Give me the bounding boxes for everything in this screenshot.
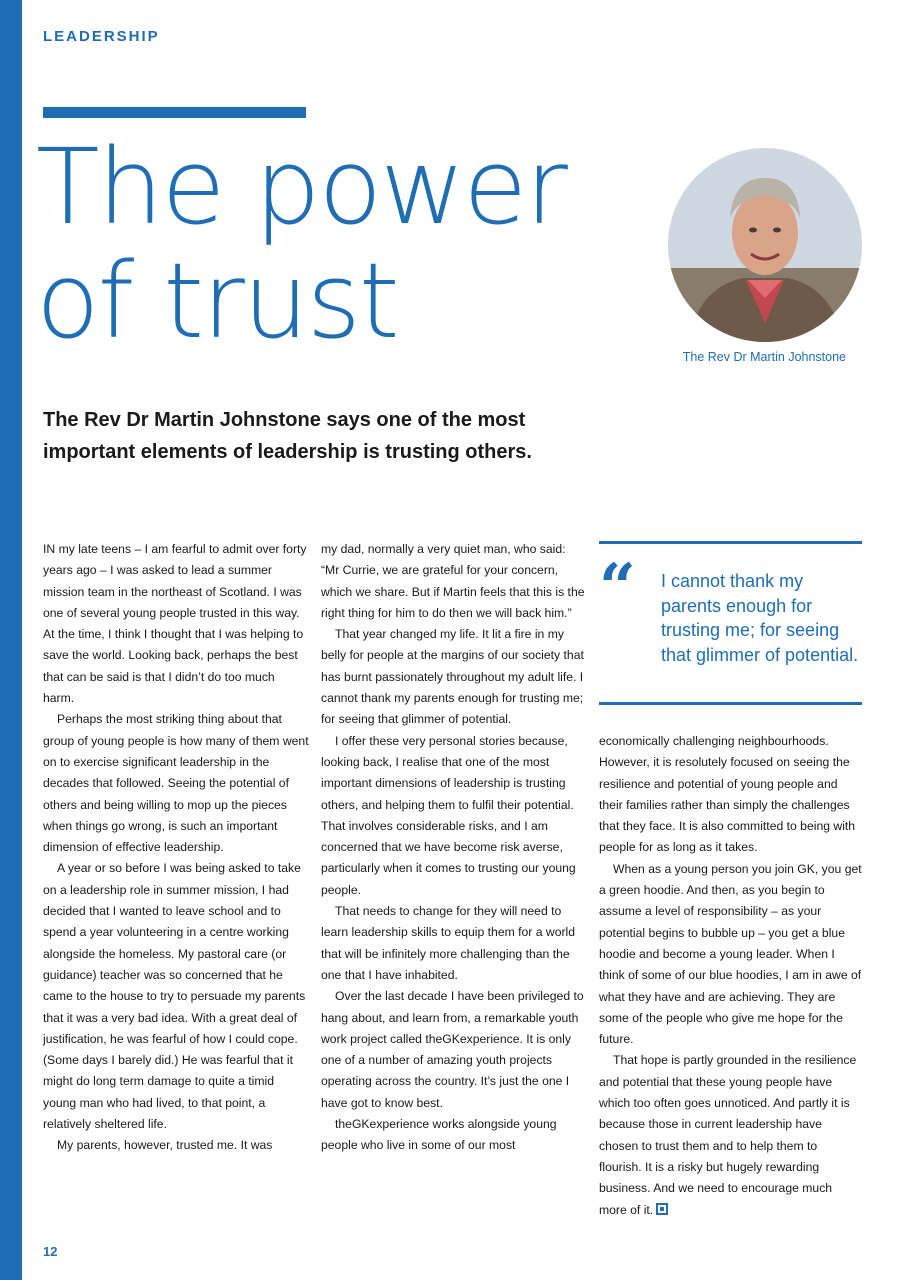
- paragraph: My parents, however, trusted me. It was: [57, 1138, 273, 1153]
- paragraph-text: That hope is partly grounded in the resilience and potential that these young people have which too often goes unnoticed. And partly it is because those in current leadership have chosen to trust them and to help them to flourish. It is a risky but hugely rewarding business. And we need to encourage much more of it.: [599, 1053, 857, 1217]
- paragraph: theGKexperience works alongside young people who live in some of our most: [321, 1117, 557, 1153]
- paragraph: [599, 1050, 863, 1220]
- quote-mark-icon: “: [599, 550, 636, 625]
- pull-quote: [599, 541, 862, 705]
- portrait-photo-icon: [668, 148, 862, 342]
- portrait-caption: The Rev Dr Martin Johnstone: [682, 350, 846, 364]
- paragraph: A year or so before I was being asked to take on a leadership role in summer mission, I had decided that I wanted to leave school and to spend a year volunteering in a centre working alongside the homeless. My pastoral care (or guidance) teacher was so concerned that he came to the house to try to persuade my parents that it was a very bad idea. With a great deal of justification, he was fearful of how I could cope. (Some days I barely did.) He was fearful that it might do long term damage to quite a timid young man who had lived, to that point, a relatively sheltered life.: [43, 861, 306, 1132]
- paragraph: Over the last decade I have been privileged to hang about, and learn from, a remarkable youth work project called theGKexperience. It is only one of a number of amazing youth projects operating across the country. It’s just the one I have got to know best.: [321, 989, 584, 1110]
- paragraph: Perhaps the most striking thing about that group of young people is how many of them went on to exercise significant leadership in the decades that followed. Seeing the potential of others and being willing to mop up the pieces when things go wrong, is such an important dimension of effective leadership.: [43, 712, 309, 855]
- body-column-2: [321, 539, 587, 1157]
- author-portrait: [668, 148, 862, 342]
- article-title: The power of trust: [36, 126, 566, 362]
- end-mark-icon: [656, 1203, 668, 1215]
- paragraph: IN my late teens – I am fearful to admit over forty years ago – I was asked to lead a summer mission team in the northeast of Scotland. I was one of several young people trusted in this way. At the time, I think I thought that I was helping to save the world. Looking back, perhaps the best that can be said is that I didn’t do too much harm.: [43, 542, 307, 706]
- pull-quote-text: I cannot thank my parents enough for trusting me; for seeing that glimmer of potential.: [661, 571, 859, 665]
- body-column-3: [599, 731, 863, 1221]
- paragraph: economically challenging neighbourhoods. However, it is resolutely focused on seeing the resilience and potential of young people and their families rather than simply the challenges that they face. It is also committed to being with people for as long as it takes.: [599, 734, 856, 855]
- side-accent-bar: [0, 0, 22, 1280]
- page-number: 12: [43, 1244, 58, 1259]
- paragraph: That needs to change for they will need to learn leadership skills to equip them for a world that will be infinitely more challenging than the one that I have inhabited.: [321, 904, 576, 982]
- standfirst: The Rev Dr Martin Johnstone says one of the most important elements of leadership is trusting others.: [43, 409, 532, 463]
- paragraph: That year changed my life. It lit a fire in my belly for people at the margins of our society that has burnt passionately throughout my adult life. I cannot thank my parents enough for trusting me; for seeing that glimmer of potential.: [321, 627, 584, 727]
- title-rule: [43, 107, 306, 118]
- section-label: LEADERSHIP: [43, 28, 160, 45]
- paragraph: my dad, normally a very quiet man, who said: “Mr Currie, we are grateful for your concern, which we share. But if Martin feels that this is the right thing for him to do then we will back him.”: [321, 542, 585, 620]
- paragraph: I offer these very personal stories because, looking back, I realise that one of the most important dimensions of leadership is trusting others, and helping them to fulfil their potential. That involves considerable risks, and I am concerned that we have become risk averse, particularly when it comes to trusting our young people.: [321, 733, 576, 897]
- paragraph: When as a young person you join GK, you get a green hoodie. And then, as you begin to assume a level of responsibility – as your potential begins to bubble up – you get a blue hoodie and become a young leader. When I think of some of our blue hoodies, I am in awe of what they have and are achieving. They are some of the people who give me hope for the future.: [599, 861, 862, 1047]
- body-column-1: [43, 539, 309, 1157]
